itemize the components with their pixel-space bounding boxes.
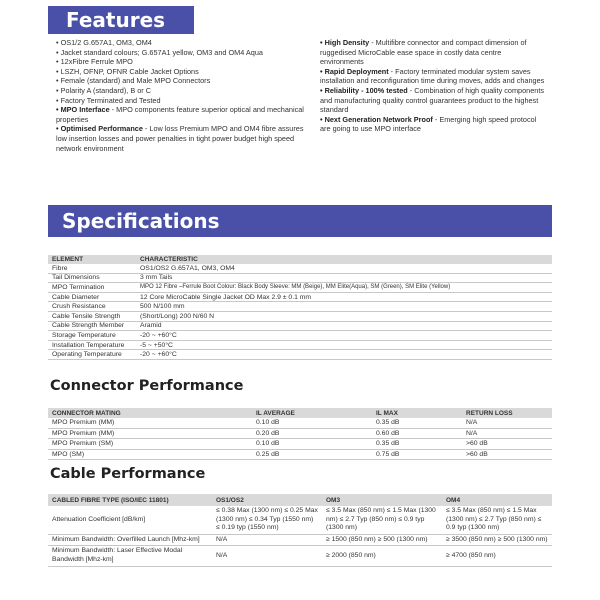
table-cell: 500 N/100 mm xyxy=(136,302,552,312)
table-row xyxy=(48,311,552,321)
feature-item: • High Density - Multifibre connector and compact dimension of ruggedised MicroCable ease space in costly data centre environments xyxy=(320,38,527,67)
feature-item: • Polarity A (standard), B or C xyxy=(56,85,152,95)
table-cell: MPO Premium (MM) xyxy=(48,418,252,428)
table-cell: 0.75 dB xyxy=(372,449,462,460)
feature-item: • 12xFibre Ferrule MPO xyxy=(56,57,133,67)
table-cell: 0.20 dB xyxy=(252,428,372,439)
table-row xyxy=(48,331,552,341)
table-cell: N/A xyxy=(212,546,322,566)
table-cell: MPO Termination xyxy=(48,283,136,293)
specifications-table xyxy=(48,255,552,360)
table-cell: N/A xyxy=(212,534,322,546)
table-row xyxy=(48,283,552,293)
table-cell: ≥ 2000 (850 nm) xyxy=(322,546,442,566)
column-header: IL MAX xyxy=(372,408,462,418)
column-header: IL AVERAGE xyxy=(252,408,372,418)
table-row xyxy=(48,264,552,273)
table-cell: Operating Temperature xyxy=(48,350,136,360)
table-cell: OS1/OS2 G.657A1, OM3, OM4 xyxy=(136,264,552,273)
table-row xyxy=(48,534,552,546)
features-banner: Features xyxy=(48,6,194,34)
table-cell: 0.10 dB xyxy=(252,439,372,450)
table-cell: Cable Strength Member xyxy=(48,321,136,331)
table-header-row xyxy=(48,255,552,264)
feature-item: • Rapid Deployment - Factory terminated modular system saves installation and reconfiguration time during moves, adds and changes xyxy=(320,66,545,86)
table-cell: Storage Temperature xyxy=(48,331,136,341)
table-cell: >60 dB xyxy=(462,449,552,460)
table-cell: ≥ 4700 (850 nm) xyxy=(442,546,552,566)
table-cell: -5 ~ +50°C xyxy=(136,340,552,350)
table-cell: 0.25 dB xyxy=(252,449,372,460)
table-cell: MPO Premium (SM) xyxy=(48,439,252,450)
cable-performance-heading: Cable Performance xyxy=(50,466,206,482)
table-cell: -20 ~ +60°C xyxy=(136,350,552,360)
table-cell: -20 ~ +60°C xyxy=(136,331,552,341)
table-cell: MPO 12 Fibre –Ferrule Boot Colour: Black Body Sleeve: MM (Beige), MM Elite(Aqua), SM (Green), SM Elite (Yellow) xyxy=(136,283,552,293)
table-cell: (Short/Long) 200 N/60 N xyxy=(136,311,552,321)
cable-performance-table xyxy=(48,494,552,567)
column-header: CONNECTOR MATING xyxy=(48,408,252,418)
connector-performance-heading: Connector Performance xyxy=(50,378,244,394)
table-cell: ≤ 0.38 Max (1300 nm) ≤ 0.25 Max (1300 nm) ≤ 0.34 Typ (1550 nm) ≤ 0.19 typ (1550 nm) xyxy=(212,506,322,534)
table-row xyxy=(48,340,552,350)
table-row xyxy=(48,418,552,428)
specifications-banner: Specifications xyxy=(48,205,552,237)
feature-item: • LSZH, OFNP, OFNR Cable Jacket Options xyxy=(56,66,199,76)
table-cell: Minimum Bandwidth: Overfilled Launch [Mhz-km] xyxy=(48,534,212,546)
table-cell: 3 mm Tails xyxy=(136,273,552,283)
column-header: ELEMENT xyxy=(48,255,136,264)
table-row xyxy=(48,321,552,331)
table-cell: 0.35 dB xyxy=(372,439,462,450)
features-right-list xyxy=(320,38,546,134)
table-row xyxy=(48,302,552,312)
table-cell: ≤ 3.5 Max (850 nm) ≤ 1.5 Max (1300 nm) ≤ 2.7 Typ (850 nm) ≤ 0.9 typ (1300 nm) xyxy=(322,506,442,534)
table-cell: ≥ 3500 (850 nm) ≥ 500 (1300 nm) xyxy=(442,534,552,546)
connector-performance-table xyxy=(48,408,552,460)
table-row xyxy=(48,546,552,566)
table-cell: Tail Dimensions xyxy=(48,273,136,283)
table-cell: Installation Temperature xyxy=(48,340,136,350)
column-header: OM3 xyxy=(322,494,442,506)
table-row xyxy=(48,350,552,360)
table-cell: MPO (SM) xyxy=(48,449,252,460)
table-row xyxy=(48,428,552,439)
feature-item: • Next Generation Network Proof - Emerging high speed protocol are going to use MPO interface xyxy=(320,114,537,134)
table-cell: Attenuation Coefficient [dB/km] xyxy=(48,506,212,534)
column-header: OM4 xyxy=(442,494,552,506)
table-cell: >60 dB xyxy=(462,439,552,450)
table-header-row xyxy=(48,494,552,506)
table-row xyxy=(48,506,552,534)
feature-item: • Reliability - 100% tested - Combination of high quality components and manufacturing quality control guarantees product to the highest standard xyxy=(320,85,545,115)
feature-item: • Jacket standard colours; G.657A1 yellow, OM3 and OM4 Aqua xyxy=(56,47,263,57)
table-cell: 0.35 dB xyxy=(372,418,462,428)
feature-item: • Factory Terminated and Tested xyxy=(56,95,161,105)
table-cell: N/A xyxy=(462,428,552,439)
table-cell: 12 Core MicroCable Single Jacket OD Max 2.9 ± 0.1 mm xyxy=(136,292,552,302)
table-cell: 0.60 dB xyxy=(372,428,462,439)
features-left-list xyxy=(56,38,306,153)
column-header: CABLED FIBRE TYPE (ISO/IEC 11801) xyxy=(48,494,212,506)
table-cell: Crush Resistance xyxy=(48,302,136,312)
table-cell: ≤ 3.5 Max (850 nm) ≤ 1.5 Max (1300 nm) ≤ 2.7 Typ (850 nm) ≤ 0.9 typ (1300 nm) xyxy=(442,506,552,534)
feature-item: • OS1/2 G.657A1, OM3, OM4 xyxy=(56,38,152,47)
table-header-row xyxy=(48,408,552,418)
table-cell: N/A xyxy=(462,418,552,428)
table-row xyxy=(48,449,552,460)
column-header: RETURN LOSS xyxy=(462,408,552,418)
table-cell: Minimum Bandwidth: Laser Effective Modal Bandwidth [Mhz-km] xyxy=(48,546,212,566)
table-cell: ≥ 1500 (850 nm) ≥ 500 (1300 nm) xyxy=(322,534,442,546)
table-cell: Cable Diameter xyxy=(48,292,136,302)
feature-item: • Optimised Performance - Low loss Premium MPO and OM4 fibre assures low insertion losses and power penalties in tight power budget high speed network environment xyxy=(56,124,304,153)
table-cell: 0.10 dB xyxy=(252,418,372,428)
table-cell: Aramid xyxy=(136,321,552,331)
table-cell: MPO Premium (MM) xyxy=(48,428,252,439)
feature-item: • MPO Interface - MPO components feature superior optical and mechanical properties xyxy=(56,105,304,124)
column-header: CHARACTERISTIC xyxy=(136,255,552,264)
table-cell: Fibre xyxy=(48,264,136,273)
table-row xyxy=(48,273,552,283)
table-row xyxy=(48,439,552,450)
table-row xyxy=(48,292,552,302)
column-header: OS1/OS2 xyxy=(212,494,322,506)
table-cell: Cable Tensile Strength xyxy=(48,311,136,321)
feature-item: • Female (standard) and Male MPO Connectors xyxy=(56,76,211,86)
